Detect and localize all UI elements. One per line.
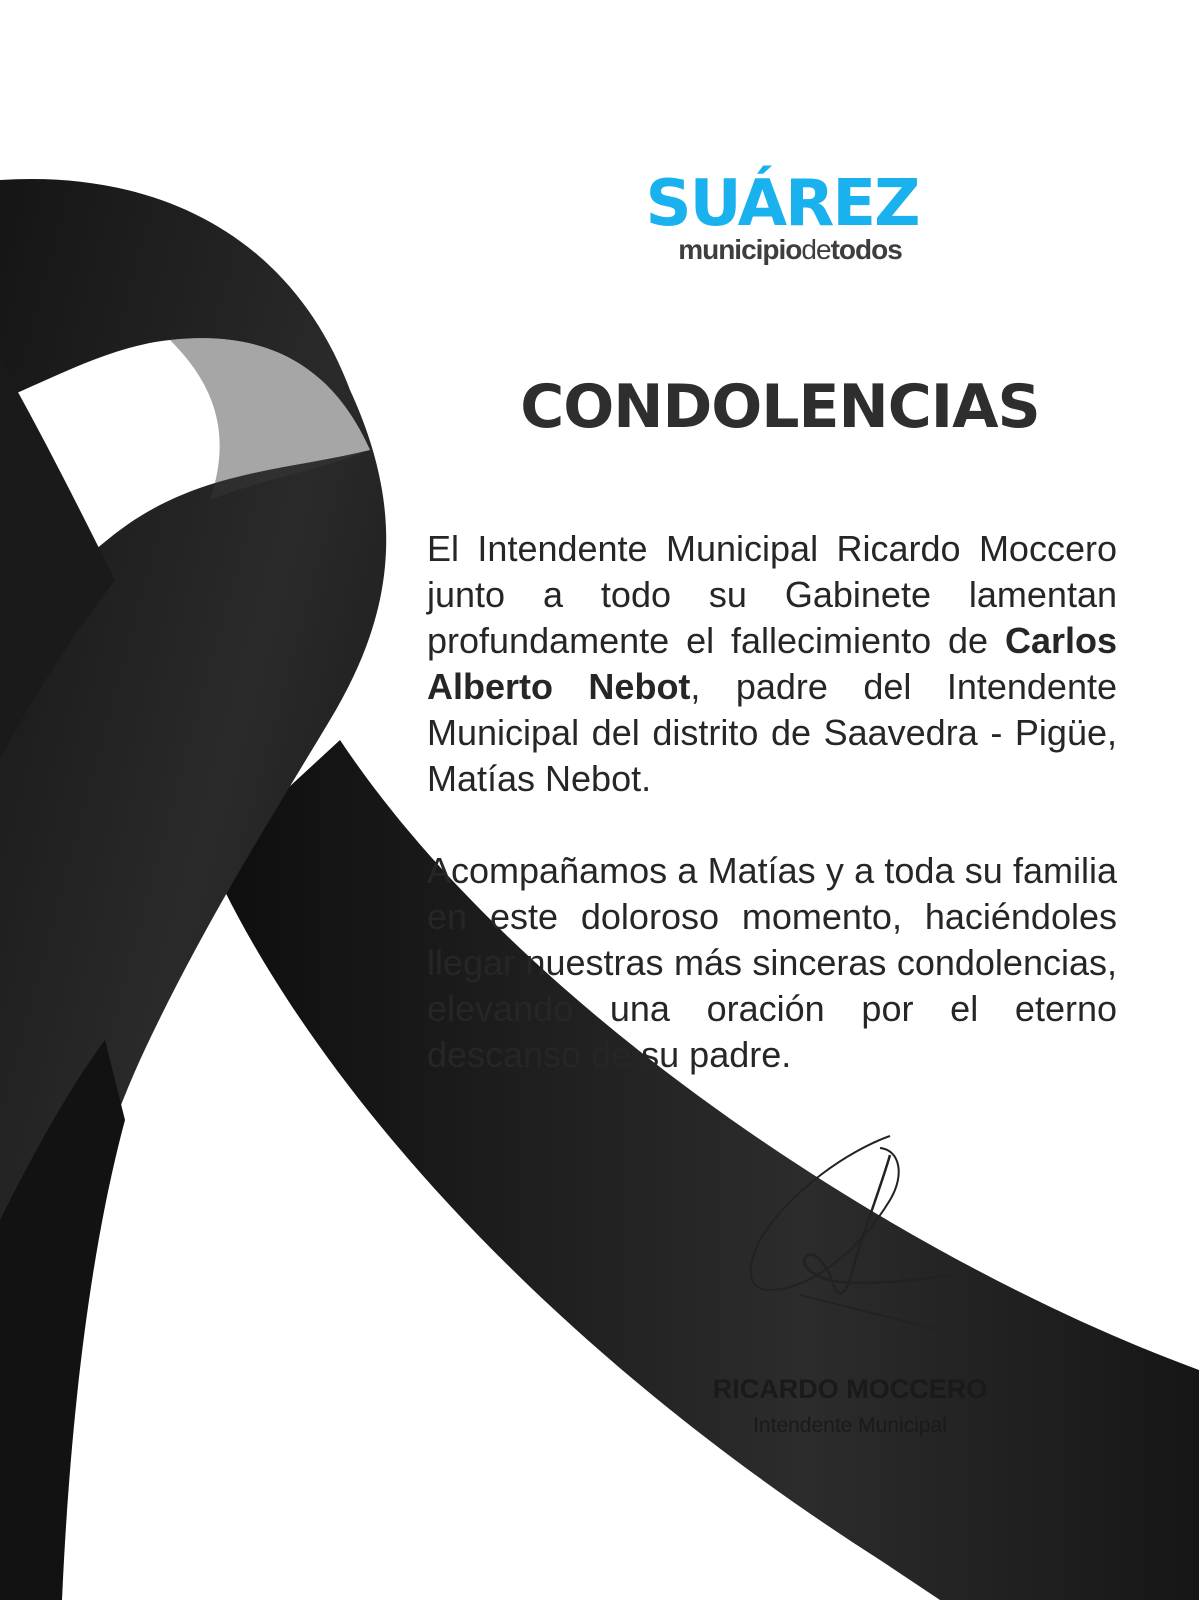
signatory-name: RICARDO MOCCERO [712,1374,988,1404]
logo-tagline-part-2: de [801,234,831,265]
paragraph-1 [427,526,1117,802]
handwritten-signature [740,1130,980,1355]
deceased-name: Carlos Alberto Nebot [427,620,1117,707]
paragraph-1-rest: , padre del Intendente Municipal del distrito de Saavedra - Pigüe, Matías Nebot. [427,666,1117,799]
paragraph-1-intro: El Intendente Municipal Ricardo Moccero junto a todo su Gabinete lamentan profundamente el fallecimiento de [427,528,1117,661]
logo-wordmark: SUÁREZ [645,167,919,241]
suarez-logo [632,168,932,266]
condolence-text [427,526,1117,1124]
signatory-role: Intendente Municipal [753,1414,947,1437]
logo-tagline [648,234,932,266]
logo-tagline-part-3: todos [830,234,902,265]
paragraph-2: Acompañamos a Matías y a toda su familia en este doloroso momento, haciéndoles llegar nuestras más sinceras condolencias, elevando una oración por el eterno descanso de su padre. [427,850,1117,1075]
logo-tagline-part-1: municipio [678,234,802,265]
page-title: CONDOLENCIAS [520,372,1040,442]
